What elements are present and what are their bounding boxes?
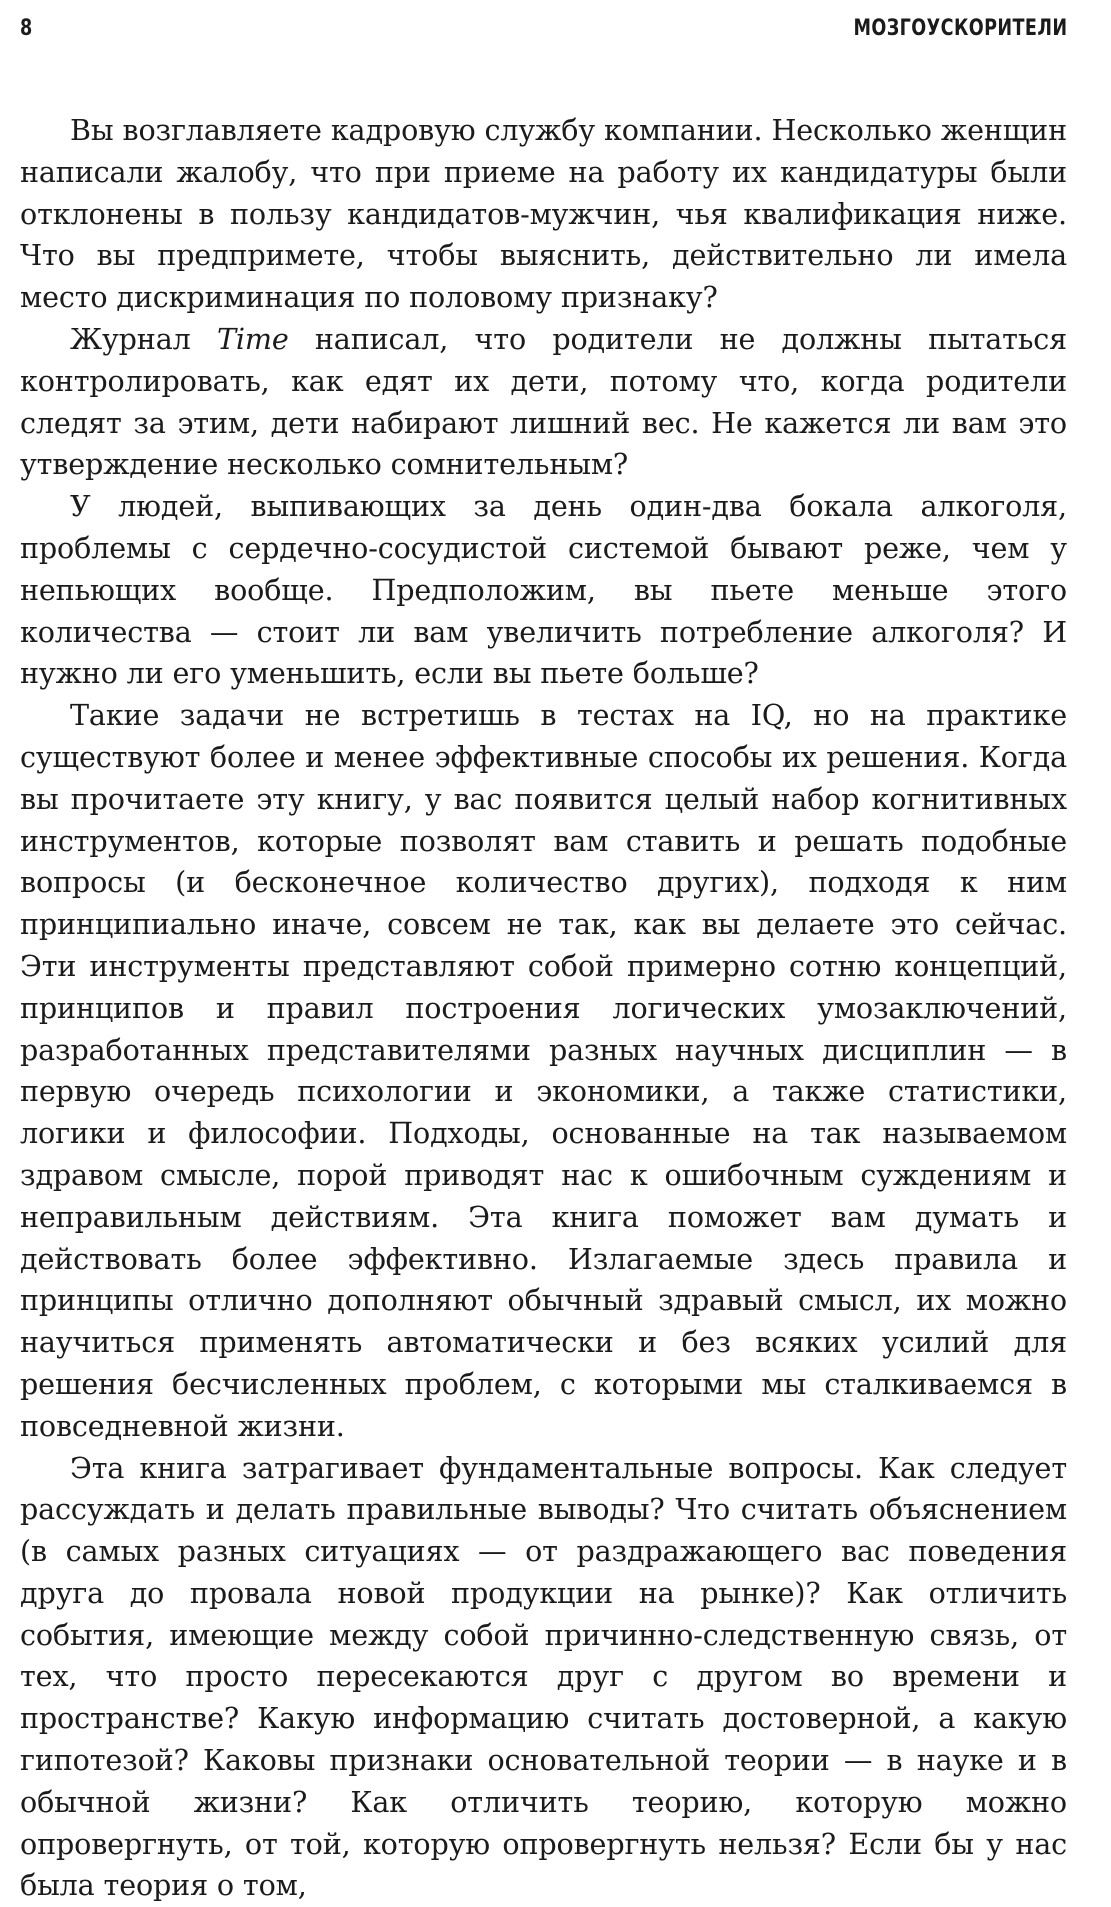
text-body <box>20 110 1067 1907</box>
paragraph-hr-question: Вы возглавляете кадровую службу компании. Несколько женщин написали жалобу, что при приеме на работу их кандидатуры были отклонены в пользу кандидатов-мужчин, чья квалификация ниже. Что вы предпримете, чтобы выяснить, действительно ли имела место дискриминация по половому признаку? <box>20 110 1067 319</box>
running-head <box>20 16 1067 46</box>
magazine-name: Time <box>217 322 289 356</box>
book-title: МОЗГОУСКОРИТЕЛИ <box>853 16 1067 41</box>
page-number: 8 <box>20 16 33 41</box>
paragraph-fundamental-questions: Эта книга затрагивает фундаментальные вопросы. Как следует рассуждать и делать правильные выводы? Что считать объяснением (в самых разных ситуациях — от раздражающего вас поведения друга до провала новой продукции на рынке)? Как отличить события, имеющие между собой причинно-следственную связь, от тех, что просто пересекаются друг с другом во времени и пространстве? Какую информацию считать достоверной, а какую гипотезой? Каковы признаки основательной теории — в науке и в обычной жизни? Как отличить теорию, которую можно опровергнуть, от той, которую опровергнуть нельзя? Если бы у нас была теория о том, <box>20 1448 1067 1907</box>
paragraph-text: Журнал <box>70 322 217 356</box>
paragraph-time-magazine <box>20 319 1067 486</box>
paragraph-cognitive-tools: Такие задачи не встретишь в тестах на IQ, но на практике существуют более и менее эффективные способы их решения. Когда вы прочитаете эту книгу, у вас появится целый набор когнитивных инструментов, которые позволят вам ставить и решать подобные вопросы (и бесконечное количество других), подходя к ним принципиально иначе, совсем не так, как вы делаете это сейчас. Эти инструменты представляют собой примерно сотню концепций, принципов и правил построения логических умозаключений, разработанных представителями разных научных дисциплин — в первую очередь психологии и экономики, а также статистики, логики и философии. Подходы, основанные на так называемом здравом смысле, порой приводят нас к ошибочным суждениям и неправильным действиям. Эта книга поможет вам думать и действовать более эффективно. Излагаемые здесь правила и принципы отлично дополняют обычный здравый смысл, их можно научиться применять автоматически и без всяких усилий для решения бесчисленных проблем, с которыми мы сталкиваемся в повседневной жизни. <box>20 695 1067 1447</box>
paragraph-text: написал, что родители не должны пытаться контролировать, как едят их дети, потому что, когда родители следят за этим, дети набирают лишний вес. Не кажется ли вам это утверждение несколько сомнительным? <box>20 322 1067 481</box>
paragraph-alcohol-question: У людей, выпивающих за день один-два бокала алкоголя, проблемы с сердечно-сосудистой системой бывают реже, чем у непьющих вообще. Предположим, вы пьете меньше этого количества — стоит ли вам увеличить потребление алкоголя? И нужно ли его уменьшить, если вы пьете больше? <box>20 486 1067 695</box>
